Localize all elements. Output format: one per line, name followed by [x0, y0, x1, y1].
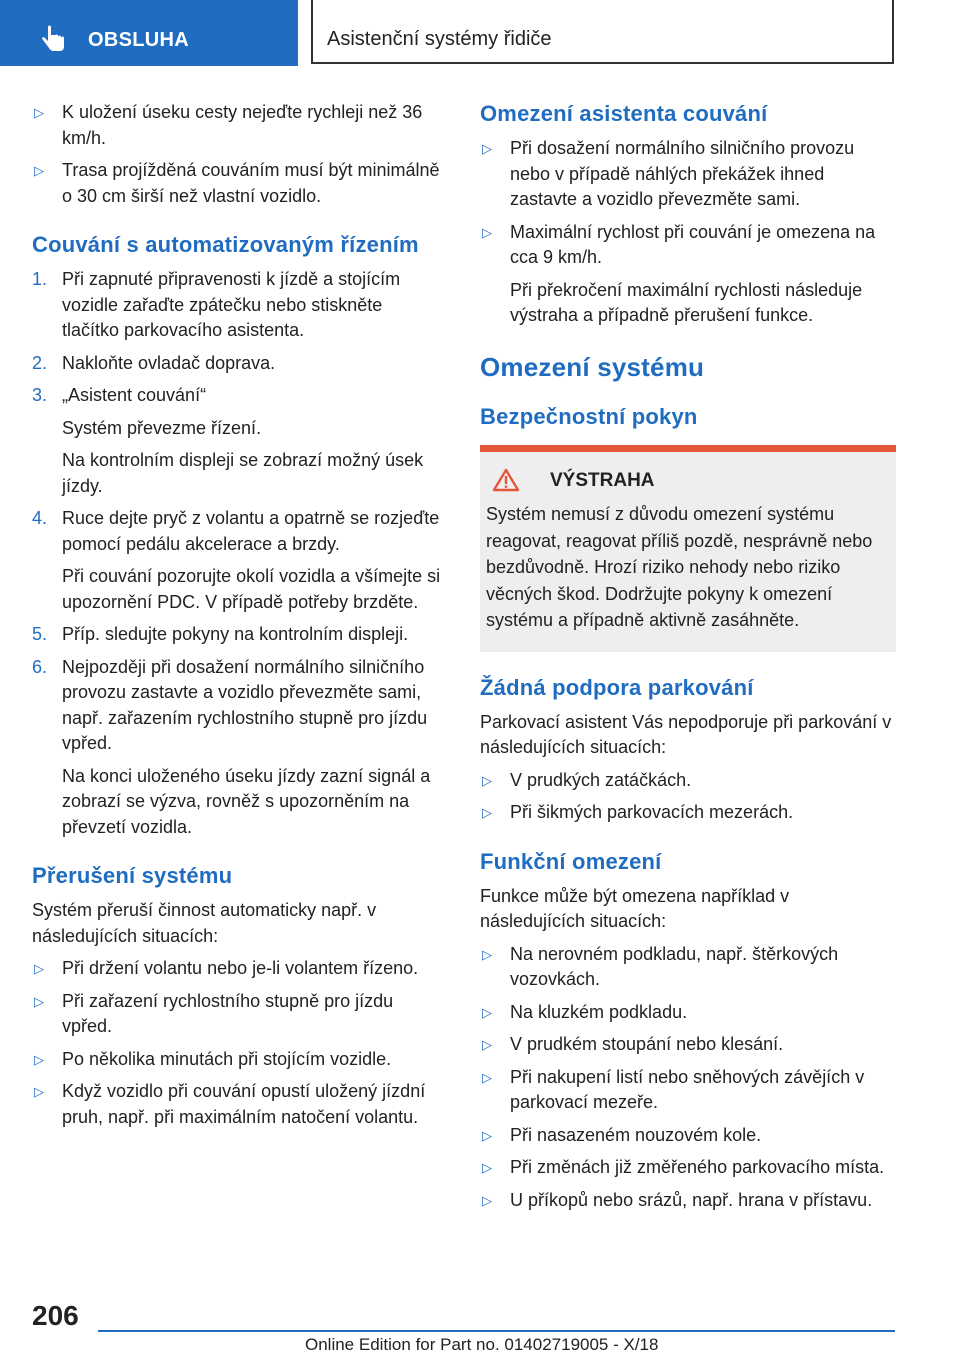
triangle-bullet-icon: ▷	[482, 1069, 492, 1085]
triangle-bullet-icon: ▷	[34, 993, 44, 1009]
triangle-bullet-icon: ▷	[482, 805, 492, 820]
triangle-bullet-icon: ▷	[482, 141, 492, 156]
left-column	[32, 100, 444, 1137]
list-item: ▷ Při dosažení normálního silničního provozu nebo v případě náhlých překážek ihned zastavte a vozidlo převezměte sami.	[482, 138, 855, 209]
step-item: 6. Nejpozději při dosažení normálního silničního provozu zastavte a vozidlo převezměte sami, např. zařazením rychlostního stupně pro jízdu vpřed.	[32, 656, 428, 753]
footer-divider	[98, 1330, 895, 1332]
list-item: ▷ Na kluzkém podkladu.	[480, 1000, 896, 1026]
chapter-title: Asistenční systémy řidiče	[327, 28, 552, 50]
warning-title: VÝSTRAHA	[550, 469, 655, 491]
list-item: ▷ Při zařazení rychlostního stupně pro jízdu vpřed.	[34, 990, 394, 1036]
section-heading: Bezpečnostní pokyn	[480, 403, 698, 429]
warning-text: Systém nemusí z důvodu omezení systému reagovat, reagovat příliš pozdě, nesprávně nebo bezdůvodně. Hrozí riziko nehody nebo riziko věcných škod. Dodržujte pokyny k omezení systému a případně aktivně zasáhněte.	[486, 504, 873, 630]
step-note: Systém převezme řízení.	[62, 417, 262, 438]
triangle-bullet-icon: ▷	[482, 1127, 492, 1143]
step-item: 2. Nakloňte ovladač doprava.	[32, 352, 276, 373]
step-note: Při couvání pozorujte okolí vozidla a všímejte si upozornění PDC. V případě potřeby brzděte.	[62, 566, 441, 612]
page-number: 206	[32, 1300, 79, 1331]
step-note: Na konci uloženého úseku jízdy zazní signál a zobrazí se výzva, rovněž s upozorněním na převzetí vozidla.	[62, 765, 431, 837]
list-item: ▷ Po několika minutách při stojícím vozidle.	[32, 1047, 444, 1073]
warning-header	[486, 468, 880, 494]
list-item: ▷ Při nakupení listí nebo sněhových závějích v parkovací mezeře.	[482, 1066, 865, 1112]
list-item: ▷ U příkopů nebo srázů, např. hrana v přístavu.	[480, 1188, 896, 1214]
paragraph: Parkovací asistent Vás nepodporuje při parkování v následujících situacích:	[480, 711, 892, 757]
triangle-bullet-icon: ▷	[482, 946, 492, 962]
triangle-bullet-icon: ▷	[34, 105, 44, 120]
section-heading: Funkční omezení	[480, 848, 662, 874]
section-heading: Couvání s automatizovaným řízením	[32, 232, 419, 257]
edition-note: Online Edition for Part no. 01402719005 - X/18	[305, 1335, 659, 1354]
triangle-bullet-icon: ▷	[34, 1084, 44, 1099]
step-note: Na kontrolním displeji se zobrazí možný úsek jízdy.	[62, 450, 424, 496]
section-heading: Žádná podpora parkování	[480, 674, 754, 700]
list-item: ▷ Při nasazeném nouzovém kole.	[480, 1123, 896, 1149]
list-item: ▷ Při šikmých parkovacích mezerách.	[480, 800, 896, 826]
list-item: ▷ V prudkých zatáčkách.	[480, 768, 896, 794]
right-column	[480, 100, 896, 1220]
triangle-bullet-icon: ▷	[34, 163, 44, 178]
paragraph: Funkce může být omezena například v následujících situacích:	[480, 885, 790, 931]
triangle-bullet-icon: ▷	[482, 1160, 492, 1175]
list-item: ▷ K uložení úseku cesty nejeďte rychleji než 36 km/h.	[34, 102, 423, 148]
section-heading: Přerušení systému	[32, 863, 233, 888]
paragraph: Systém přeruší činnost automaticky např. v následujících situacích:	[32, 900, 377, 946]
list-item: ▷ Trasa projížděná couváním musí být minimálně o 30 cm širší než vlastní vozidlo.	[34, 160, 440, 206]
list-item: ▷ Na nerovném podkladu, např. štěrkových vozovkách.	[482, 943, 839, 989]
list-item: ▷ Při držení volantu nebo je-li volantem řízeno.	[32, 956, 444, 982]
list-item: ▷ Při změnách již změřeného parkovacího místa.	[480, 1155, 896, 1181]
list-note: Při překročení maximální rychlosti následuje výstraha a případně přerušení funkce.	[510, 279, 863, 325]
hand-pointer-icon	[38, 24, 68, 54]
chapter-section-title: Omezení systému	[480, 351, 705, 382]
step-item: 1. Při zapnuté připravenosti k jízdě a stojícím vozidle zařaďte zpátečku nebo stiskněte tlačítko parkovacího asistenta.	[32, 269, 401, 340]
warning-triangle-icon	[492, 468, 520, 492]
triangle-bullet-icon: ▷	[34, 961, 44, 976]
step-item: 5. Příp. sledujte pokyny na kontrolním displeji.	[32, 624, 409, 644]
triangle-bullet-icon: ▷	[34, 1051, 44, 1067]
triangle-bullet-icon: ▷	[482, 1192, 492, 1208]
triangle-bullet-icon: ▷	[482, 1037, 492, 1052]
triangle-bullet-icon: ▷	[482, 1004, 492, 1020]
list-item: ▷ V prudkém stoupání nebo klesání.	[480, 1032, 896, 1058]
step-item: 3. „Asistent couvání“	[32, 385, 207, 405]
triangle-bullet-icon: ▷	[482, 772, 492, 788]
triangle-bullet-icon: ▷	[482, 224, 492, 240]
list-item: ▷ Maximální rychlost při couvání je omezena na cca 9 km/h.	[482, 221, 876, 267]
section-heading: Omezení asistenta couvání	[480, 101, 768, 126]
warning-box	[480, 445, 896, 652]
section-tab-label: OBSLUHA	[88, 29, 189, 51]
section-tab	[0, 0, 298, 66]
step-item: 4. Ruce dejte pryč z volantu a opatrně se rozjeďte pomocí pedálu akcelerace a brzdy.	[32, 508, 440, 554]
chapter-header	[311, 0, 894, 64]
list-item: ▷ Když vozidlo při couvání opustí uložený jízdní pruh, např. při maximálním natočení volantu.	[34, 1081, 426, 1127]
